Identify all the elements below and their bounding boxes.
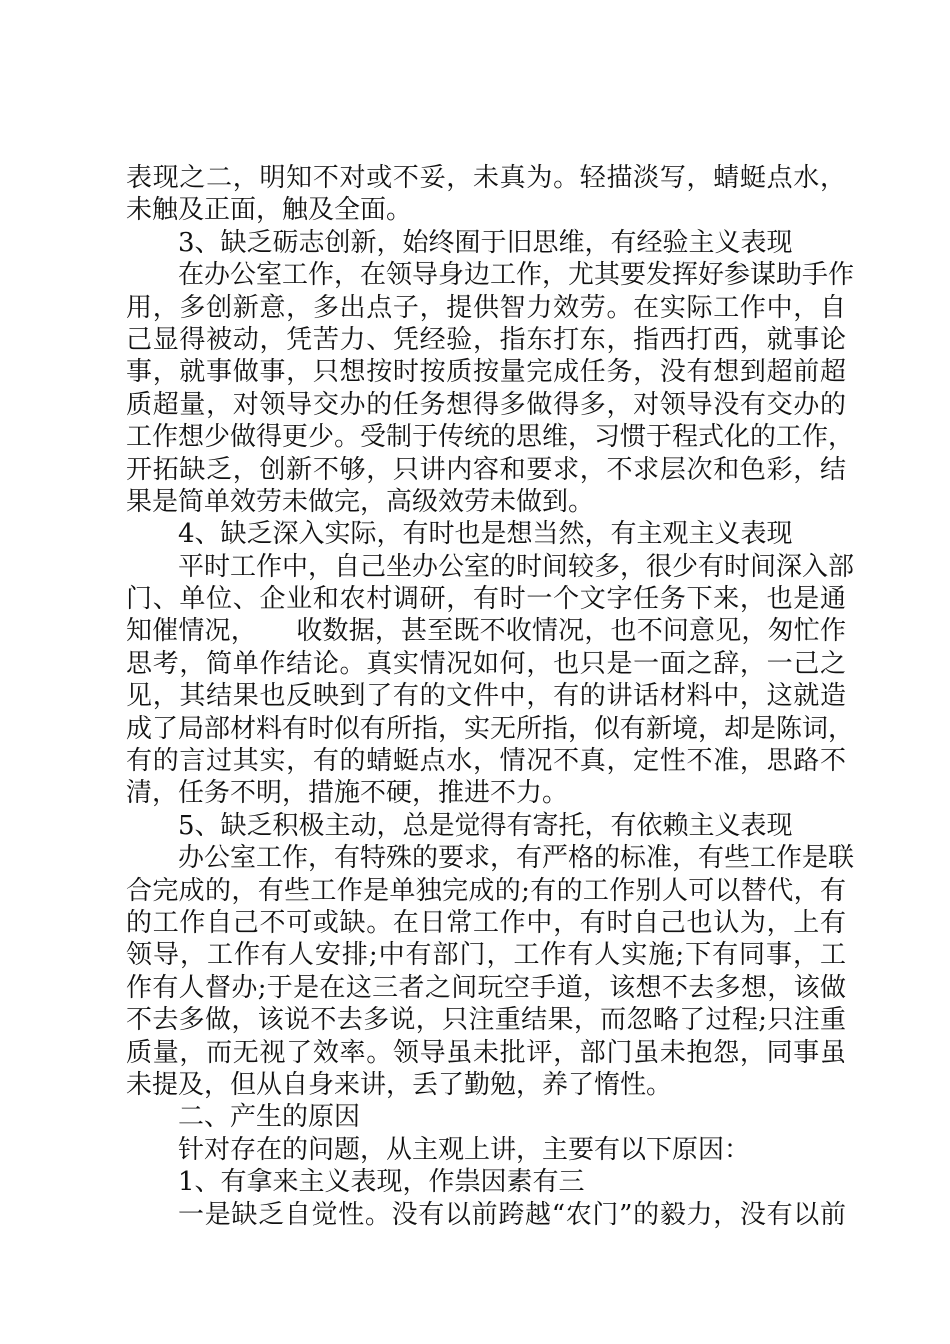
text-line: 有的言过其实，有的蜻蜓点水，情况不真，定性不准，思路不: [126, 746, 846, 777]
text-line: 清，任务不明，措施不硬，推进不力。: [126, 778, 569, 809]
text-line: 办公室工作，有特殊的要求，有严格的标准，有些工作是联: [178, 843, 855, 874]
text-line: 知催情况， 收数据，甚至既不收情况，也不问意见，匆忙作: [126, 616, 846, 647]
section-heading: 5、缺乏积极主动，总是觉得有寄托，有依赖主义表现: [178, 810, 793, 841]
text-line: 合完成的，有些工作是单独完成的;有的工作别人可以替代，有: [126, 875, 846, 906]
section-heading: 3、缺乏砺志创新，始终囿于旧思维，有经验主义表现: [178, 227, 793, 258]
text-line: 开拓缺乏，创新不够，只讲内容和要求，不求层次和色彩，结: [126, 454, 846, 485]
text-line: 平时工作中，自己坐办公室的时间较多，很少有时间深入部: [178, 551, 855, 582]
text-line: 门、单位、企业和农村调研，有时一个文字任务下来，也是通: [126, 584, 846, 615]
section-heading: 1、有拿来主义表现，作祟因素有三: [178, 1167, 585, 1198]
text-line: 见，其结果也反映到了有的文件中，有的讲话材料中，这就造: [126, 681, 846, 712]
text-line: 未提及，但从自身来讲，丢了勤勉，养了惰性。: [126, 1069, 673, 1100]
text-line: 成了局部材料有时似有所指，实无所指，似有新境，却是陈词，: [126, 713, 855, 744]
text-line: 未触及正面，触及全面。: [126, 195, 413, 226]
text-line: 表现之二，明知不对或不妥，未真为。轻描淡写，蜻蜓点水，: [126, 163, 846, 193]
text-line: 思考，简单作结论。真实情况如何，也只是一面之辞，一己之: [126, 648, 846, 679]
text-line: 领导，工作有人安排;中有部门，工作有人实施;下有同事，工: [126, 940, 846, 971]
text-line: 己显得被动，凭苦力、凭经验，指东打东，指西打西，就事论: [126, 324, 846, 355]
text-line: 工作想少做得更少。受制于传统的思维，习惯于程式化的工作，: [126, 422, 855, 453]
text-line: 果是简单效劳未做完，高级效劳未做到。: [126, 486, 595, 517]
text-line: 事，就事做事，只想按时按质按量完成任务，没有想到超前超: [126, 357, 846, 388]
text-line: 作有人督办;于是在这三者之间玩空手道，该想不去多想，该做: [126, 972, 846, 1003]
document-body: [126, 162, 855, 1231]
text-line: 针对存在的问题，从主观上讲，主要有以下原因：: [178, 1134, 751, 1165]
text-line: 质量，而无视了效率。领导虽未批评，部门虽未抱怨，同事虽: [126, 1037, 846, 1068]
text-line: 的工作自己不可或缺。在日常工作中，有时自己也认为，上有: [126, 907, 846, 938]
text-line: 质超量，对领导交办的任务想得多做得多，对领导没有交办的: [126, 389, 846, 420]
text-line: 用，多创新意，多出点子，提供智力效劳。在实际工作中，自: [126, 292, 846, 323]
text-line: 不去多做，该说不去多说，只注重结果，而忽略了过程;只注重: [126, 1005, 846, 1036]
text-line: 在办公室工作，在领导身边工作，尤其要发挥好参谋助手作: [178, 260, 855, 291]
chapter-heading: 二、产生的原因: [178, 1102, 361, 1133]
text-line: 一是缺乏自觉性。没有以前跨越“农门”的毅力，没有以前: [178, 1199, 846, 1230]
section-heading: 4、缺乏深入实际，有时也是想当然，有主观主义表现: [178, 519, 793, 550]
